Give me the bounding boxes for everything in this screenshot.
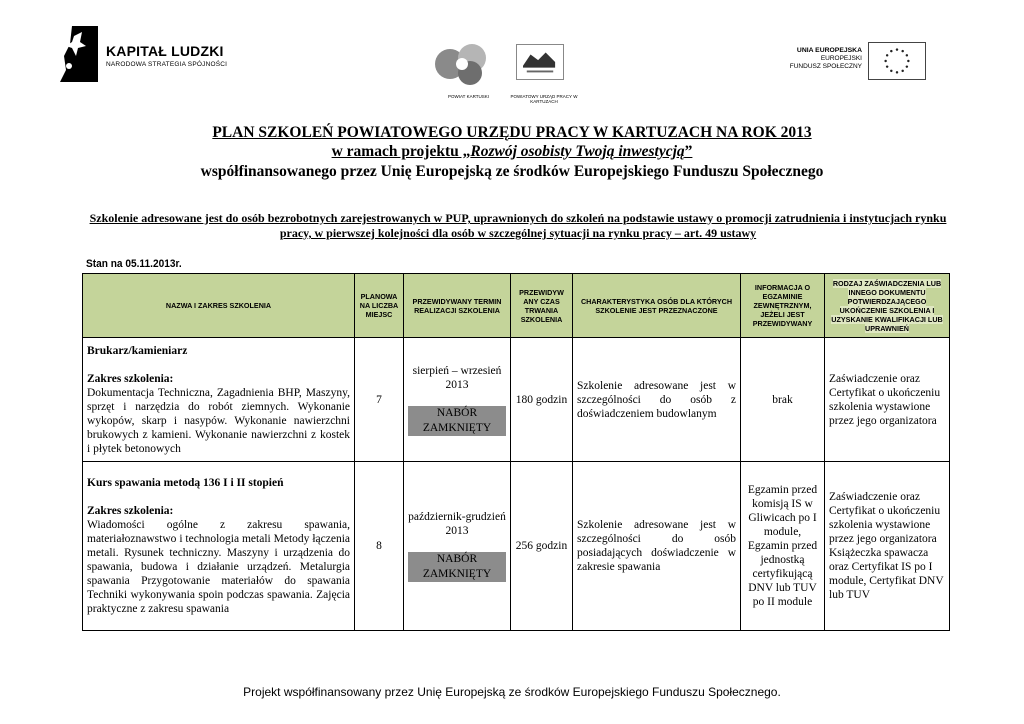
exam-info: brak [741,338,825,462]
training-name: Kurs spawania metodą 136 I i II stopień [87,477,284,489]
powiat-kartuski-caption: POWIAT KARTUSKI [448,94,490,99]
project-suffix: ” [684,143,693,160]
eu-flag-icon [868,42,926,80]
kapital-ludzki-logo [60,26,240,82]
duration: 180 godzin [511,338,573,462]
term-cell [404,462,511,631]
header-exam: INFORMACJA O EGZAMINIE ZEWNĘTRZNYM, JEŻELI JEST PRZEWIDYWANY [741,274,825,338]
training-name: Brukarz/kamieniarz [87,344,188,357]
term-cell [404,338,511,462]
intro-text: Szkolenie adresowane jest do osób bezrobotnych zarejestrowanych w PUP, uprawnionych do szkoleń na podstawie ustawy o promocji zatrudnienia i instytucjach rynku pracy, w pierwszej kolejności dla osób w szczególnej sytuacji na rynku pracy – art. 49 ustawy [89,211,947,240]
eu-line-2: EUROPEJSKI [820,55,862,62]
status-date: Stan na 05.11.2013r. [86,258,182,270]
header-characteristics: CHARAKTERYSTYKA OSÓB DLA KTÓRYCH SZKOLENIE JEST PRZEZNACZONE [573,274,741,338]
eu-fund-label [770,47,862,71]
certificate-info: Zaświadczenie oraz Certyfikat o ukończeniu szkolenia wystawione przez jego organizatora Książeczka spawacza oraz Certyfikat IS po I module, Certyfikat DNV lub TUV [825,462,950,631]
pup-logo-icon [516,44,564,80]
training-name-cell [83,462,355,631]
table-row [83,462,950,631]
kapital-ludzki-emblem-icon [60,26,98,82]
duration: 256 godzin [511,462,573,631]
header-count: PLANOWA NA LICZBA MIEJSC [355,274,404,338]
places-count: 7 [355,338,404,462]
kapital-ludzki-title: KAPITAŁ LUDZKI [106,43,224,59]
training-name-cell [83,338,355,462]
scope-label: Zakres szkolenia: [87,372,174,385]
status-badge: NABÓR ZAMKNIĘTY [408,406,506,436]
table-header-row [83,274,950,338]
scope-label: Zakres szkolenia: [87,505,174,517]
kapital-ludzki-subtitle: NARODOWA STRATEGIA SPÓJNOŚCI [106,61,228,68]
term-text: październik-grudzień 2013 [408,511,506,537]
characteristics: Szkolenie adresowane jest w szczególności do osób z doświadczeniem budowlanym [573,338,741,462]
eu-line-3: FUNDUSZ SPOŁECZNY [789,63,862,70]
scope-text: Wiadomości ogólne z zakresu spawania, materiałoznawstwo i technologia metali Metody łączenia metali. Rysunek techniczny. Maszyny i urządzenia do spawania, budowa i działanie urządzeń. Metalurgia spawania Przygotowanie materiałów do spawania Techniki wykonywania spoin podczas spawania. Zajęcia praktyczne z zakresu spawania [87,519,350,615]
eu-line-1: UNIA EUROPEJSKA [796,47,862,54]
project-line [0,143,1024,161]
header-name: NAZWA I ZAKRES SZKOLENIA [83,274,355,338]
header-term: PRZEWIDYWANY TERMIN REALIZACJI SZKOLENIA [404,274,511,338]
characteristics: Szkolenie adresowane jest w szczególności do osób posiadających doświadczenie w zakresie spawania [573,462,741,631]
exam-info: Egzamin przed komisją IS w Gliwicach po I module, Egzamin przed jednostką certyfikującą DNV lub TUV po II module [741,462,825,631]
project-name: Rozwój osobisty Twoją inwestycją [470,143,685,160]
status-badge: NABÓR ZAMKNIĘTY [408,552,506,582]
training-plan-table [82,273,950,631]
project-prefix: w ramach projektu „ [331,143,471,160]
footer-text: Projekt współfinansowany przez Unię Europejską ze środków Europejskiego Funduszu Społecznego. [243,685,781,699]
powiat-kartuski-logo-icon [434,40,494,88]
header-certificate-text: RODZAJ ZAŚWIADCZENIA LUB INNEGO DOKUMENTU POTWIERDZAJĄCEGO UKOŃCZENIE SZKOLENIA I UZYSKANIE KWALIFIKACJI LUB UPRAWNIEŃ [831,278,943,333]
cofinancing-line: współfinansowanego przez Unię Europejską ze środków Europejskiego Funduszu Społecznego [200,163,824,180]
table-row [83,338,950,462]
header-duration: PRZEWIDYW ANY CZAS TRWANIA SZKOLENIA [511,274,573,338]
document-title: PLAN SZKOLEŃ POWIATOWEGO URZĘDU PRACY W KARTUZACH NA ROK 2013 [212,124,812,141]
places-count: 8 [355,462,404,631]
header-certificate [825,274,950,338]
pup-caption: POWIATOWY URZĄD PRACY W KARTUZACH [510,94,578,104]
term-text: sierpień – wrzesień 2013 [412,364,502,391]
scope-text: Dokumentacja Techniczna, Zagadnienia BHP, Maszyny, sprzęt i narzędzia do robót ziemnych. Wykonanie wykopów, skarp i nasypów. Wykonanie nawierzchni brukowych z kamieni. Wykonanie nawierzchni z kostek i płytek betonowych [87,386,350,455]
certificate-info: Zaświadczenie oraz Certyfikat o ukończeniu szkolenia wystawione przez jego organizatora [825,338,950,462]
